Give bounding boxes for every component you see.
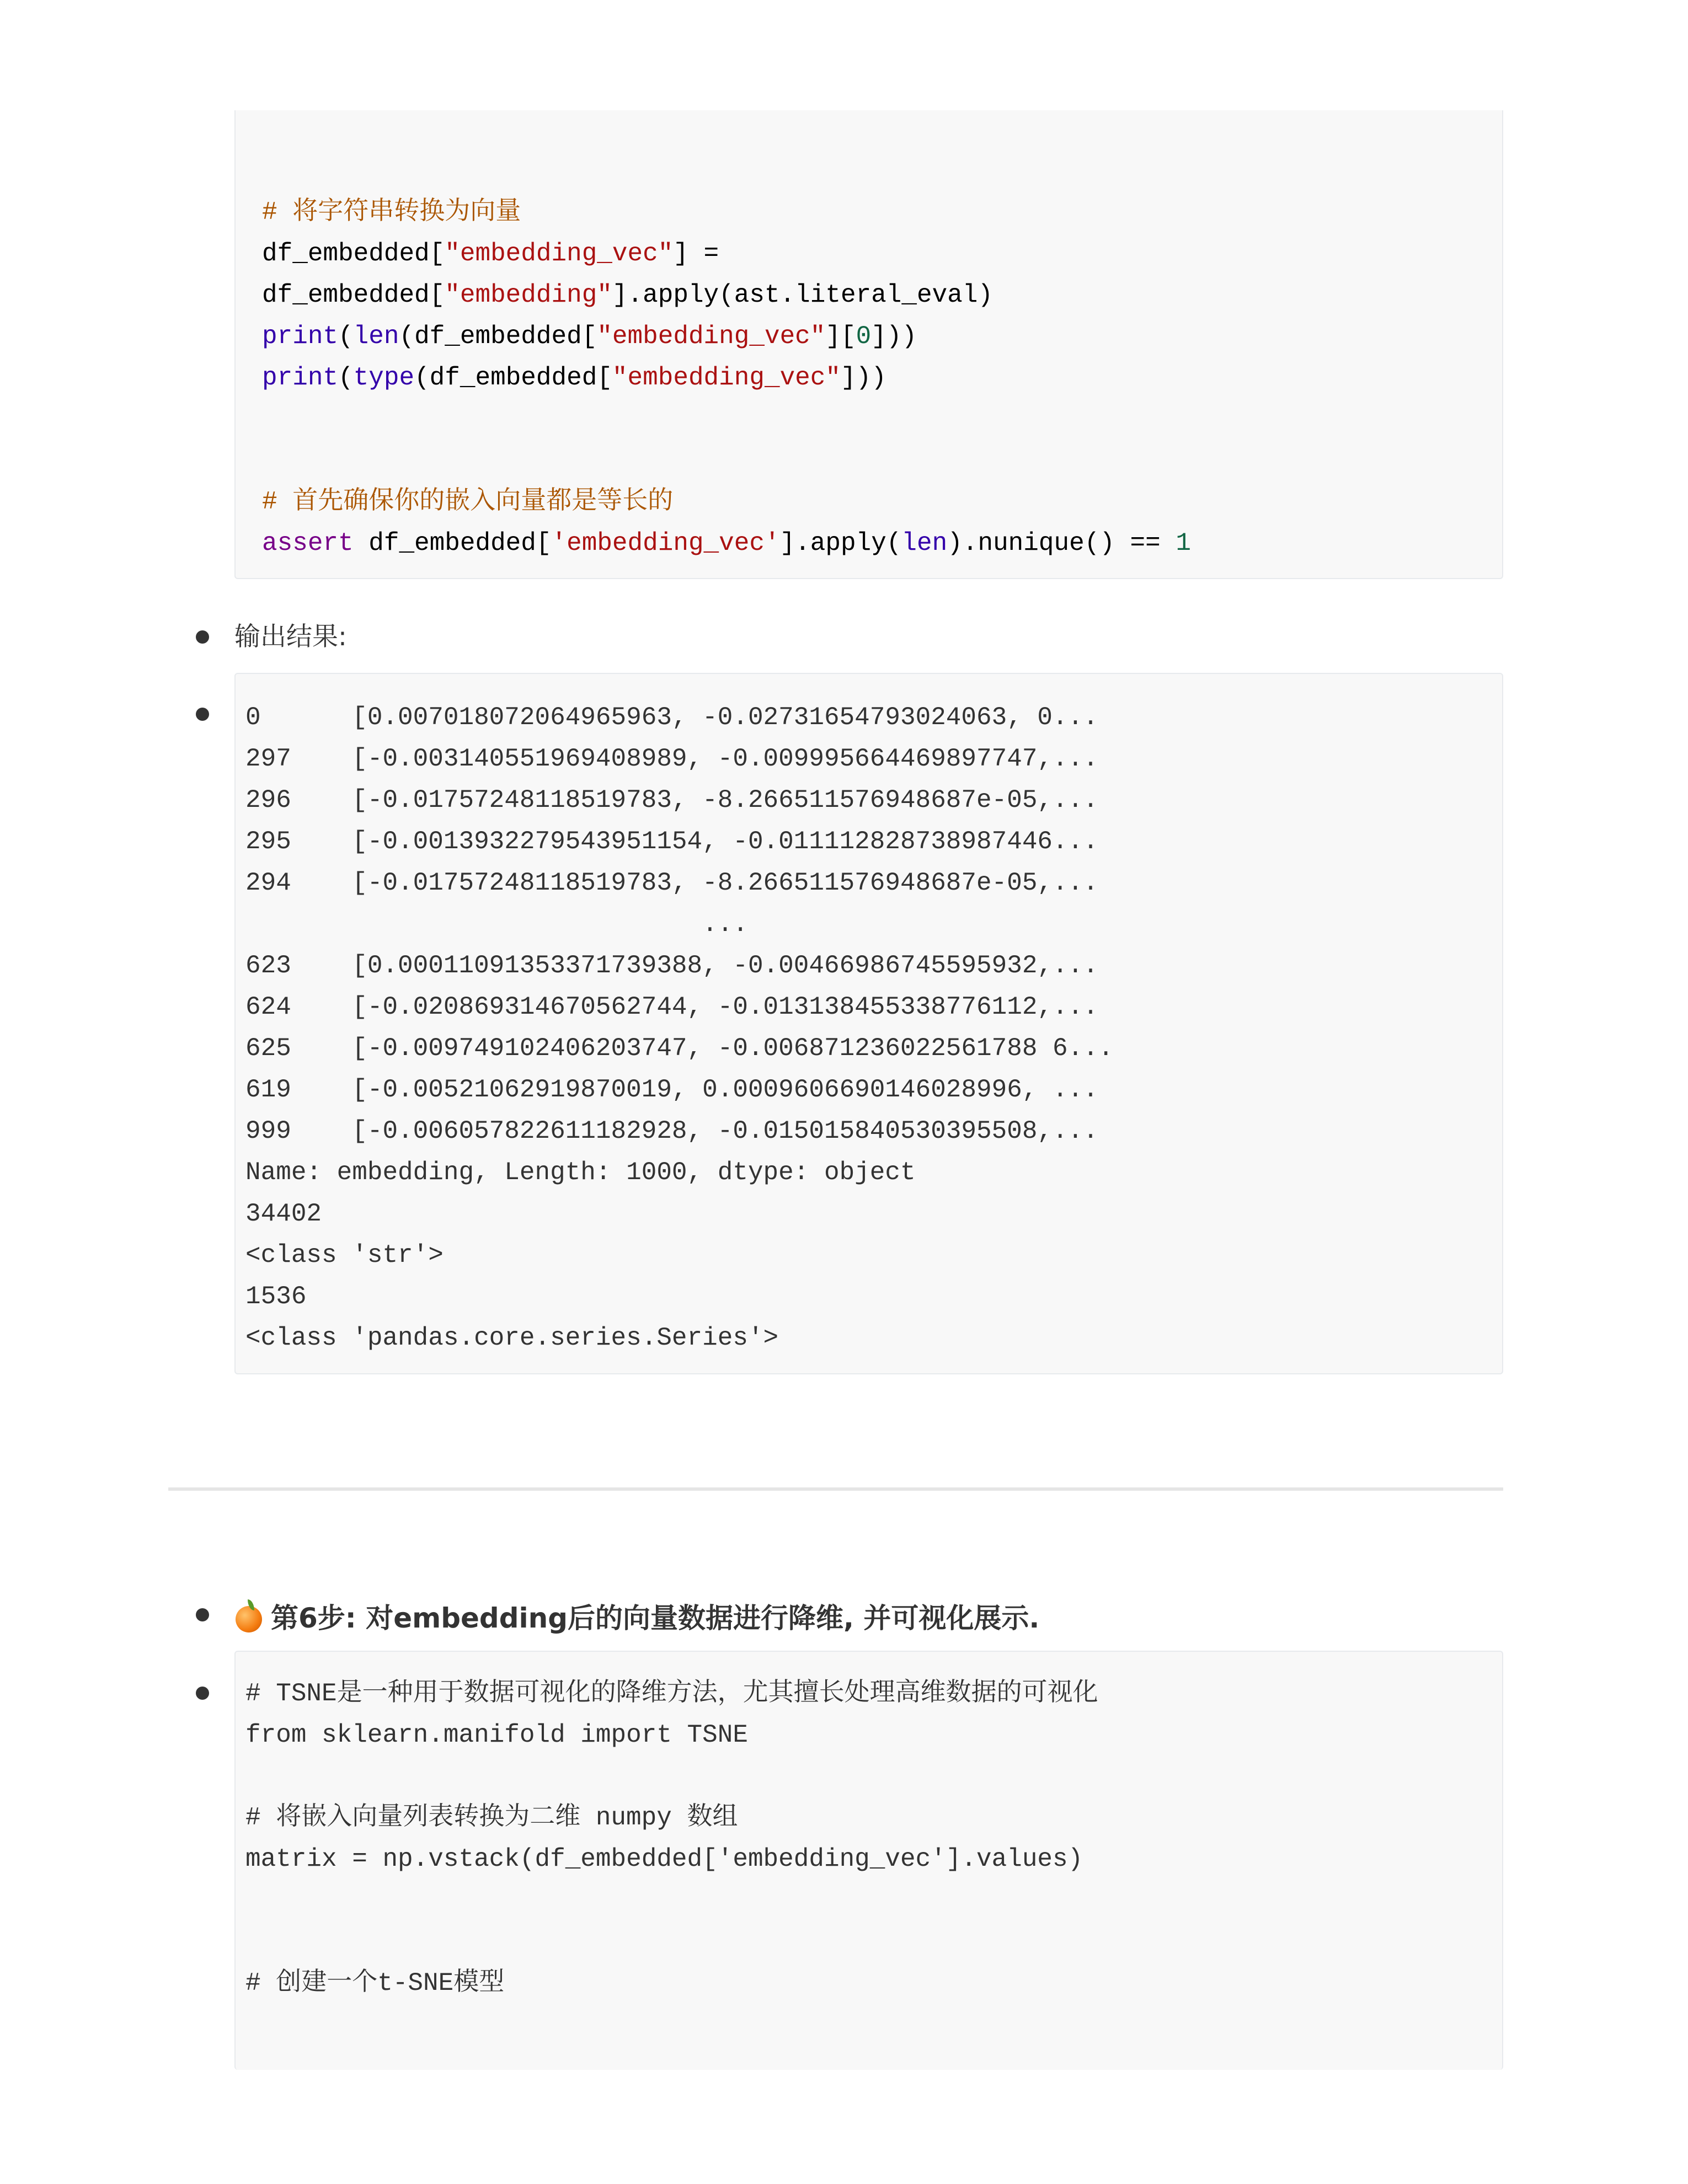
code-line: [245, 1880, 1502, 1921]
code-token-plain: df_embedded[: [353, 529, 552, 558]
code-token-builtin: print: [262, 363, 339, 392]
code-lines: [245, 1673, 1502, 2004]
output-line: 625 [-0.009749102406203747, -0.006871236022561788 6...: [245, 1034, 1114, 1063]
code-line: [262, 357, 1502, 399]
code-line: [262, 523, 1502, 564]
horizontal-divider: [168, 1487, 1503, 1491]
output-lines: [245, 697, 1502, 1359]
output-line: 0 [0.007018072064965963, -0.02731654793024063, 0...: [245, 703, 1098, 732]
code-token-plain: ].apply(ast.literal_eval): [612, 281, 993, 309]
code-token-plain: ).nunique() ==: [947, 529, 1176, 558]
code-line: # TSNE是一种用于数据可视化的降维方法，尤其擅长处理高维数据的可视化: [245, 1679, 1098, 1708]
code-token-plain: ])): [871, 322, 917, 351]
step6-title: 第6步: 对embedding后的向量数据进行降维, 并可视化展示.: [271, 1602, 1040, 1634]
output-line: ...: [245, 910, 748, 939]
code-token-string: "embedding_vec": [597, 322, 826, 351]
code-line: # 将嵌入向量列表转换为二维 numpy 数组: [245, 1803, 738, 1832]
output-line: Name: embedding, Length: 1000, dtype: object: [245, 1158, 916, 1187]
bullet-icon: [196, 630, 209, 644]
code-token-plain: ])): [841, 363, 886, 392]
code-line: # 创建一个t-SNE模型: [245, 1969, 505, 1998]
output-line: 624 [-0.020869314670562744, -0.013138455338776112,...: [245, 993, 1098, 1021]
output-line: <class 'pandas.core.series.Series'>: [245, 1324, 779, 1352]
code-line: [262, 399, 1502, 440]
code-token-builtin: print: [262, 322, 339, 351]
code-token-plain: ][: [825, 322, 856, 351]
output-line: 296 [-0.01757248118519783, -8.266511576948687e-05,...: [245, 786, 1098, 815]
code-line: [262, 316, 1502, 357]
bullet-icon: [196, 708, 209, 721]
output-line: 623 [0.00011091353371739388, -0.00466986745595932,...: [245, 951, 1098, 980]
code-token-builtin: type: [353, 363, 415, 392]
code-token-string: "embedding_vec": [612, 363, 841, 392]
bullet-icon: [196, 1608, 209, 1621]
output-line: 34402: [245, 1200, 322, 1228]
orange-emoji-icon: [234, 1599, 263, 1632]
output-line: 619 [-0.00521062919870019, 0.0009606690146028996, ...: [245, 1075, 1098, 1104]
step6-heading: [234, 1597, 1039, 1635]
output-line: 999 [-0.006057822611182928, -0.015015840530395508,...: [245, 1117, 1098, 1145]
code-block-string-to-vector: [234, 110, 1503, 579]
code-token-plain: ] =: [673, 239, 719, 268]
code-token-comment: # 首先确保你的嵌入向量都是等长的: [262, 488, 674, 516]
code-token-number: 0: [856, 322, 872, 351]
code-lines: [262, 192, 1502, 564]
output-line: <class 'str'>: [245, 1241, 444, 1270]
code-token-number: 1: [1176, 529, 1191, 558]
code-token-string: "embedding": [445, 281, 612, 309]
output-line: 294 [-0.01757248118519783, -8.266511576948687e-05,...: [245, 869, 1098, 897]
code-token-plain: (: [338, 322, 354, 351]
code-token-plain: ].apply(: [779, 529, 902, 558]
code-block-tsne: [234, 1651, 1503, 2070]
code-token-string: "embedding_vec": [445, 239, 674, 268]
code-token-plain: (df_embedded[: [399, 322, 597, 351]
code-token-keyword: assert: [262, 529, 354, 558]
code-token-builtin: len: [353, 322, 399, 351]
code-token-plain: (df_embedded[: [414, 363, 612, 392]
code-token-plain: df_embedded[: [262, 239, 445, 268]
code-token-comment: # 将字符串转换为向量: [262, 198, 521, 227]
output-label: 输出结果:: [234, 622, 347, 652]
bullet-icon: [196, 1687, 209, 1700]
code-line: [262, 440, 1502, 481]
code-line: [245, 1921, 1502, 1963]
output-line: 1536: [245, 1282, 307, 1311]
code-line: [262, 481, 1502, 523]
code-line: [262, 192, 1502, 233]
code-line: matrix = np.vstack(df_embedded['embedding_vec'].values): [245, 1845, 1083, 1873]
code-line: from sklearn.manifold import TSNE: [245, 1721, 748, 1749]
code-line: [262, 275, 1502, 316]
output-block: [234, 673, 1503, 1374]
output-line: 297 [-0.003140551969408989, -0.009995664469897747,...: [245, 745, 1098, 773]
code-token-string: 'embedding_vec': [551, 529, 780, 558]
output-line: 295 [-0.0013932279543951154, -0.011112828738987446...: [245, 827, 1098, 856]
code-line: [262, 233, 1502, 275]
code-line: [245, 1756, 1502, 1797]
code-token-plain: (: [338, 363, 354, 392]
code-token-plain: df_embedded[: [262, 281, 445, 309]
code-token-builtin: len: [901, 529, 948, 558]
